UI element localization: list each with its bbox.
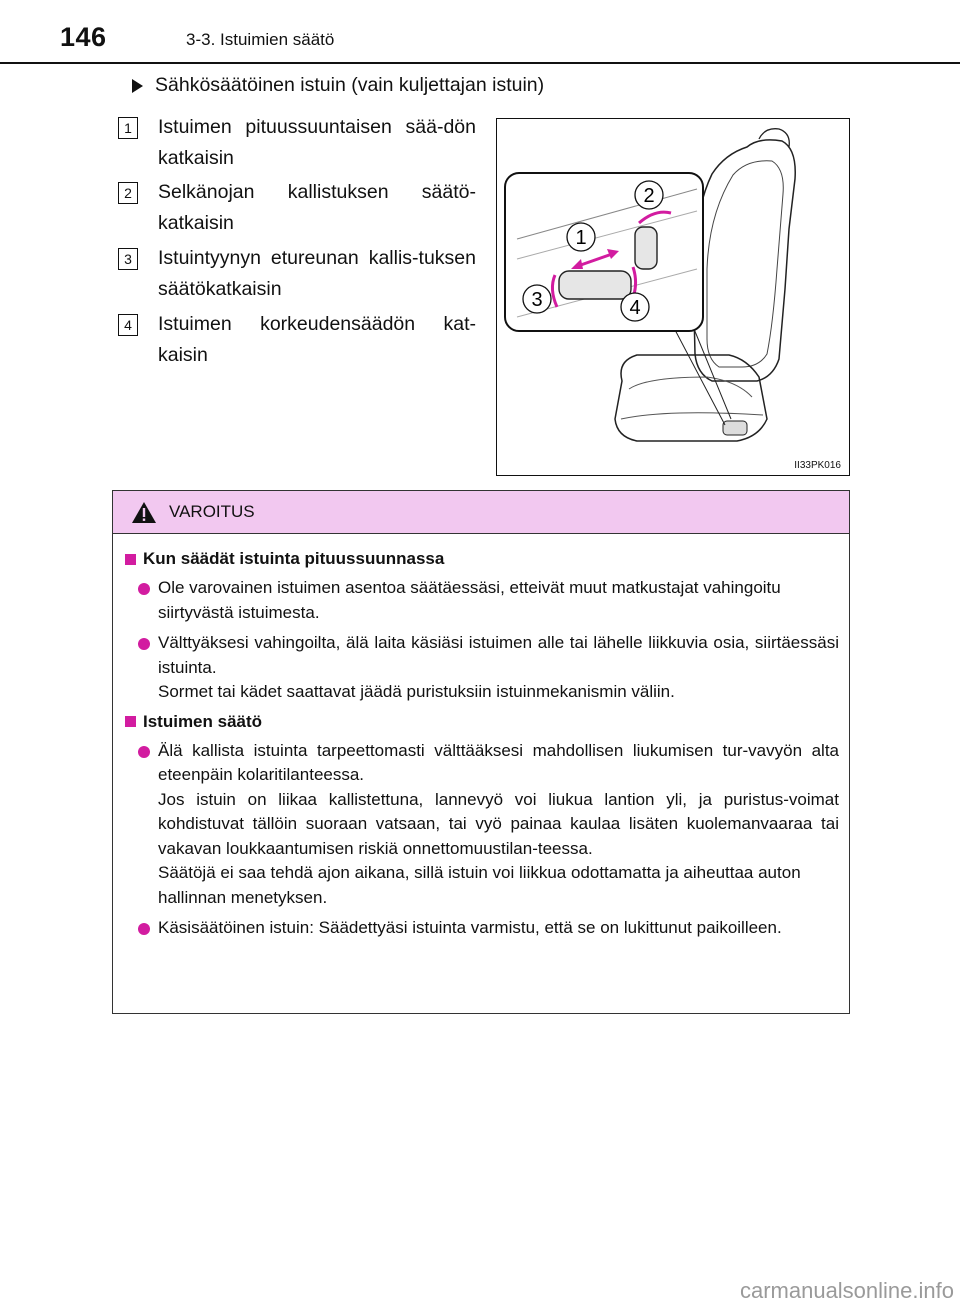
recline-switch bbox=[635, 227, 657, 269]
seat-back-inner bbox=[707, 161, 783, 367]
callout-3 bbox=[523, 285, 551, 313]
warning-bullet bbox=[125, 576, 839, 625]
square-bullet-icon bbox=[125, 554, 136, 565]
seat-slide-switch bbox=[559, 271, 631, 299]
page-number: 146 bbox=[60, 22, 107, 52]
item-number: 1 bbox=[118, 117, 138, 139]
item-number: 3 bbox=[118, 248, 138, 270]
headrest-outline bbox=[759, 129, 789, 147]
bullet-text: Säätöjä ei saa tehdä ajon aikana, sillä istuin voi liikkua odottamatta ja aiheuttaa auton hallinnan menetyksen. bbox=[158, 863, 801, 907]
triangle-bullet-icon bbox=[132, 79, 143, 93]
list-item-4 bbox=[118, 309, 476, 371]
svg-text:4: 4 bbox=[629, 297, 641, 319]
round-bullet-icon bbox=[138, 923, 150, 935]
watermark: carmanualsonline.info bbox=[739, 1278, 954, 1303]
seat-drawing bbox=[497, 119, 849, 475]
warning-bullet bbox=[125, 739, 839, 911]
bullet-text: Sormet tai kädet saattavat jäädä puristuksiin istuinmekanismin väliin. bbox=[158, 682, 675, 701]
callout-4 bbox=[621, 293, 649, 321]
warning-body bbox=[113, 534, 849, 941]
item-number: 2 bbox=[118, 182, 138, 204]
svg-text:3: 3 bbox=[531, 289, 543, 311]
square-bullet-icon bbox=[125, 716, 136, 727]
round-bullet-icon bbox=[138, 583, 150, 595]
section-title: 3-3. Istuimien säätö bbox=[186, 30, 335, 49]
warning-section-heading bbox=[125, 711, 839, 733]
section-heading-text: Istuimen säätö bbox=[143, 711, 263, 731]
round-bullet-icon bbox=[138, 638, 150, 650]
warning-triangle-icon bbox=[131, 501, 157, 524]
bullet-text: Käsisäätöinen istuin: Säädettyäsi istuinta varmistu, että se on lukittunut paikoilleen. bbox=[158, 918, 782, 937]
seat-back-outline bbox=[693, 140, 795, 381]
cushion-seam bbox=[621, 413, 763, 419]
cushion-seam bbox=[629, 377, 752, 397]
item-text: Istuintyynyn etureunan kallis-tuksen säätökatkaisin bbox=[158, 247, 476, 300]
warning-header bbox=[113, 491, 849, 534]
header-rule bbox=[0, 62, 960, 64]
warning-box bbox=[112, 490, 850, 1014]
round-bullet-icon bbox=[138, 746, 150, 758]
item-text: Selkänojan kallistuksen säätö-katkaisin bbox=[158, 181, 476, 234]
item-number: 4 bbox=[118, 314, 138, 336]
warning-title: VAROITUS bbox=[169, 502, 255, 521]
subheading bbox=[132, 74, 544, 97]
bullet-text: Älä kallista istuinta tarpeettomasti välttääksesi mahdollisen liukumisen tur-vavyön alta eteenpäin kolaritilanteessa. bbox=[158, 740, 839, 784]
warning-bullet bbox=[125, 916, 839, 941]
callout-1 bbox=[567, 223, 595, 251]
seat-illustration bbox=[496, 118, 850, 476]
item-text: Istuimen korkeudensäädön kat-kaisin bbox=[158, 313, 476, 366]
callout-2 bbox=[635, 181, 663, 209]
warning-bullet bbox=[125, 631, 839, 705]
bullet-text: Välttyäksesi vahingoilta, älä laita käsiäsi istuimen alle tai lähelle liikkuvia osia, siirtäessäsi istuinta. bbox=[158, 633, 839, 677]
subheading-text: Sähkösäätöinen istuin (vain kuljettajan istuin) bbox=[155, 74, 545, 96]
seat-side-switch bbox=[723, 421, 747, 435]
svg-text:2: 2 bbox=[643, 185, 655, 207]
list-item-3 bbox=[118, 243, 476, 305]
svg-text:1: 1 bbox=[575, 227, 587, 249]
bullet-text: Ole varovainen istuimen asentoa säätäessäsi, etteivät muut matkustajat vahingoitu siirtyvästä istuimesta. bbox=[158, 578, 781, 622]
list-item-1 bbox=[118, 112, 476, 174]
bullet-text: Jos istuin on liikaa kallistettuna, lannevyö voi liukua lantion yli, ja puristus-voimat kohdistuvat tällöin suoraan vatsaan, tai vyö painaa kaulaa lisäten kuolemanvaaraa tai vakavan loukkaantumisen riskiä onnettomuustilan-teessa. bbox=[158, 789, 839, 858]
section-heading-text: Kun säädät istuinta pituussuunnassa bbox=[143, 549, 445, 568]
figure-code: II33PK016 bbox=[794, 460, 841, 471]
list-item-2 bbox=[118, 177, 476, 239]
warning-section-heading bbox=[125, 548, 839, 570]
item-text: Istuimen pituussuuntaisen sää-dön katkaisin bbox=[158, 116, 476, 169]
